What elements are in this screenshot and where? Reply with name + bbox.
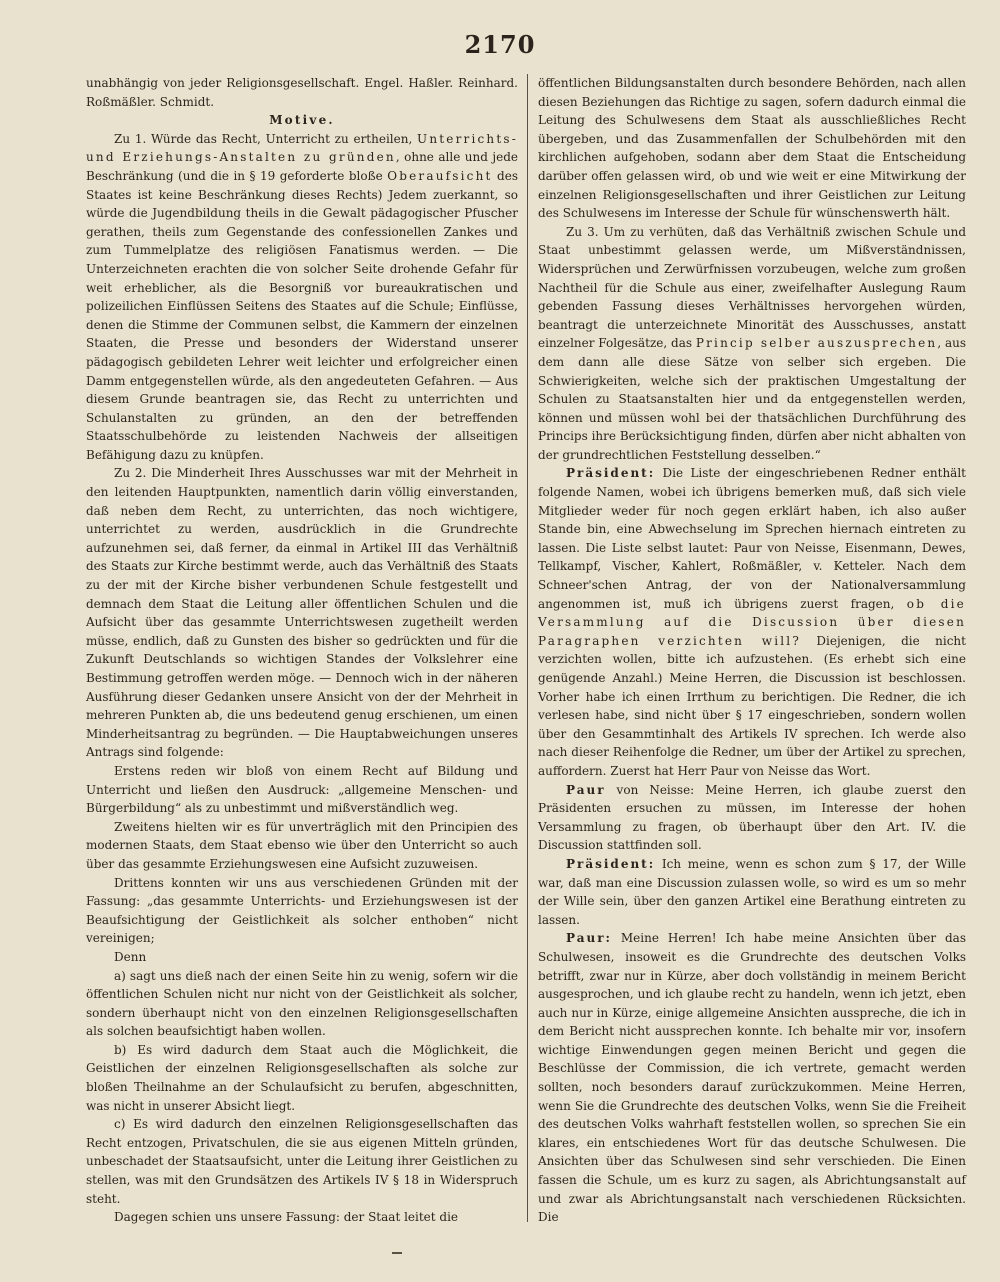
emphasis-text: Unterrichts- und Erziehungs-Anstalten zu gründen xyxy=(86,131,518,165)
text-run: Meine Herren! Ich habe meine Ansichten über das Schulwesen, insoweit es die Grundrechte des deutschen Volks betrifft, zwar nur in Kürze, aber doch vollständig in meinem Bericht ausgesprochen, und ich glaube recht zu handeln, wenn ich jetzt, eben auch nur in Kürze, einige allgemeine Ansichten ausspreche, die ich in dem Bericht nicht aussprechen konnte. Ich behalte mir vor, insofern wichtige Einwendungen gegen meinen Bericht und gegen die Beschlüsse der Commission, die ich vertrete, gemacht werden sollten, noch besonders darauf zurückzukommen. Meine Herren, wenn Sie die Grundrechte des deutschen Volks, wenn Sie die Freiheit des deutschen Volks wahrhaft feststellen wollen, so sprechen Sie ein klares, ein entschiedenes Wort für das deutsche Schulwesen. Die Ansichten über das Schulwesen sind sehr verschieden. Die Einen fassen die Schule, um es kurz zu sagen, als Abrichtungsanstalt auf und zwar als Abrichtungsanstalt nach verschiedenen Rücksichten. Die xyxy=(538,931,966,1225)
right-column xyxy=(538,74,966,1227)
paragraph: a) sagt uns dieß nach der einen Seite hin zu wenig, sofern wir die öffentlichen Schulen nicht nur nicht von der Geistlichkeit als solcher, sondern überhaupt nicht von den einzelnen Religionsgesellschaften als solchen beaufsichtigt haben wollen. xyxy=(86,968,518,1039)
paragraph: c) Es wird dadurch den einzelnen Religionsgesellschaften das Recht entzogen, Privatschulen, die sie aus eigenen Mitteln gründen, unbeschadet der Staatsaufsicht, unter die Leitung ihrer Geistlichen zu stellen, was mit den Grundsätzen des Artikels IV § 18 in Widerspruch steht. xyxy=(86,1117,518,1206)
page-number: 2170 xyxy=(464,30,536,59)
paragraph: Zu 2. Die Minderheit Ihres Ausschusses war mit der Mehrheit in den leitenden Hauptpunkten, namentlich darin völlig einverstanden, daß neben dem Recht, zu unterrichten, das noch wichtigere, unterrichtet zu werden, ausdrücklich in die Grundrechte aufzunehmen sei, daß ferner, da einmal in Artikel III das Verhältniß des Staats zur Kirche bestimmt werde, auch das Verhältniß des Staats zu der mit der Kirche bisher verbundenen Schule festgestellt und demnach dem Staat die Leitung aller öffentlichen Schulen und die Aufsicht über das gesammte Unterrichtswesen zugetheilt werden müsse, endlich, daß zu Gunsten des bisher so gedrückten und für die Zukunft Deutschlands so wichtigen Standes der Volkslehrer eine Bestimmung getroffen werden möge. — Dennoch wich in der näheren Ausführung dieser Gedanken unsere Ansicht von der der Mehrheit in mehreren Punkten ab, die uns bedeutend genug erschienen, um einen Minderheitsantrag zu begründen. — Die Hauptabweichungen unseres Antrags sind folgende: xyxy=(86,466,518,760)
paragraph: Denn xyxy=(114,949,147,964)
speaker-name: Paur: xyxy=(566,931,612,946)
text-run: Diejenigen, die nicht verzichten wollen, bitte ich aufzustehen. (Es erhebt sich eine genügende Anzahl.) Meine Herren, die Discussion ist beschlossen. Vorher habe ich einen Irrthum zu berichtigen. Die Redner, die ich verlesen habe, sind nicht über § 17 eingeschrieben, sondern wollen über den Gesammtinhalt des Artikels IV sprechen. Ich werde also nach dieser Reihenfolge die Redner, um über der Artikel zu sprechen, auffordern. Zuerst hat Herr Paur von Neisse das Wort. xyxy=(538,633,966,778)
section-heading: Motive. xyxy=(269,113,335,128)
emphasis-text: Princip selber auszusprechen xyxy=(695,336,938,351)
speaker-name: Paur xyxy=(566,782,606,797)
paragraph xyxy=(538,781,966,855)
paragraph: Erstens reden wir bloß von einem Recht auf Bildung und Unterricht und ließen den Ausdruck: „allgemeine Menschen- und Bürgerbildung“ als zu unbestimmt und mißverständlich weg. xyxy=(86,763,518,816)
text-run: , aus dem dann alle diese Sätze von selber sich ergeben. Die Schwierigkeiten, welche sich der praktischen Umgestaltung der Schulen zu Staatsanstalten hier und da entgegenstellen werden, können und müssen wohl bei der thatsächlichen Durchführung des Princips ihre Berücksichtigung finden, dürfen aber nicht abhalten von der grundrechtlichen Feststellung desselben.“ xyxy=(538,336,967,462)
paragraph xyxy=(538,223,966,465)
paragraph xyxy=(86,130,518,465)
text-run: Ich meine, wenn es schon zum § 17, der Wille war, daß man eine Discussion zulassen wolle, so wird es um so mehr der Wille sein, über den ganzen Artikel eine Berathung eintreten zu lassen. xyxy=(538,856,966,927)
paragraph xyxy=(538,929,966,1227)
paragraph: b) Es wird dadurch dem Staat auch die Möglichkeit, die Geistlichen der einzelnen Religionsgesellschaften als solche zur bloßen Theilnahme an der Schulaufsicht zu berufen, abgeschnitten, was nicht in unserer Absicht liegt. xyxy=(86,1042,518,1113)
text-run: , ohne alle und jede Beschränkung (und die in § 19 geforderte bloße xyxy=(86,150,518,183)
text-run: Zu 1. Würde das Recht, Unterricht zu ertheilen, xyxy=(114,131,418,146)
page-mark xyxy=(392,1252,402,1254)
paragraph xyxy=(538,855,966,929)
column-divider xyxy=(527,74,528,1222)
text-run: des Staates ist keine Beschränkung dieses Rechts) Jedem zuerkannt, so würde die Jugendbildung theils in die Gewalt pädagogischer Pfuscher gerathen, theils zum Gegenstande des confessionellen Zankes und zum Tummelplatze des religiösen Fanatismus werden. — Die Unterzeichneten erachten die von solcher Seite drohende Gefahr für weit erheblicher, als die Besorgniß vor bureaukratischen und polizeilichen Einflüssen Seitens des Staates auf die Schule; Einflüsse, denen die Stimme der Communen selbst, die Kammern der einzelnen Staaten, die Presse und besonders der Widerstand unserer pädagogisch gebildeten Lehrer weit leichter und erfolgreicher einen Damm entgegenstellen würde, als den angedeuteten Gefahren. — Aus diesem Grunde beantragen sie, das Recht zu unterrichten und Schulanstalten zu gründen, an den der betreffenden Staatsschulbehörde zu leistenden Nachweis der allseitigen Befähigung dazu zu knüpfen. xyxy=(86,168,518,462)
paragraph: Dagegen schien uns unsere Fassung: der Staat leitet die xyxy=(114,1210,459,1225)
text-run: Zu 3. Um zu verhüten, daß das Verhältniß zwischen Schule und Staat unbestimmt gelassen werde, um Mißverständnissen, Widersprüchen und Zerwürfnissen vorzubeugen, welche zum großen Nachtheil für die Schule aus einer, zweifelhafter Auslegung Raum gebenden Fassung dieses Verhältnisses hervorgehen würden, beantragt die unterzeichnete Minorität des Ausschusses, anstatt einzelner Folgesätze, das xyxy=(538,224,966,351)
text-run: von Neisse: Meine Herren, ich glaube zuerst den Präsidenten ersuchen zu müssen, im Interesse der hohen Versammlung zu fragen, ob überhaupt über den Art. IV. die Discussion stattfinden soll. xyxy=(538,782,966,853)
paragraph: unabhängig von jeder Religionsgesellschaft. Engel. Haßler. Reinhard. Roßmäßler. Schmidt. xyxy=(86,76,518,109)
paragraph: Drittens konnten wir uns aus verschiedenen Gründen mit der Fassung: „das gesammte Unterrichts- und Erziehungswesen ist der Beaufsichtigung der Geistlichkeit als solcher enthoben“ nicht vereinigen; xyxy=(86,875,518,946)
paragraph: öffentlichen Bildungsanstalten durch besondere Behörden, nach allen diesen Beziehungen das Richtige zu sagen, sofern dadurch einmal die Leitung des Schulwesens dem Staat als ausschließliches Recht übergeben, und das Zusammenfallen der Schulbehörden mit den kirchlichen aufgehoben, sodann aber dem Staat die Entscheidung darüber offen gelassen wird, ob und wie weit er eine Mitwirkung der einzelnen Religionsgesellschaften und ihrer Geistlichen zur Leitung des Schulwesens im Interesse der Schule für wünschenswerth hält. xyxy=(538,76,966,221)
speaker-name: Präsident: xyxy=(566,466,656,481)
text-run: Die Liste der eingeschriebenen Redner enthält folgende Namen, wobei ich übrigens bemerken muß, daß sich viele Mitglieder weder für noch gegen erklärt haben, ich also außer Stande bin, eine Abwechselung im Sprechen hiernach eintreten zu lassen. Die Liste selbst lautet: Paur von Neisse, Eisenmann, Dewes, Tellkampf, Vischer, Kahlert, Roßmäßler, v. Ketteler. Nach dem Schneer'schen Antrag, der von der Nationalversammlung angenommen ist, muß ich übrigens zuerst fragen, xyxy=(538,466,966,611)
paragraph: Zweitens hielten wir es für unverträglich mit den Principien des modernen Staats, dem Staat ebenso wie über den Unterricht so auch über das gesammte Erziehungswesen eine Aufsicht zuzuweisen. xyxy=(86,819,518,871)
emphasis-text: ob die Versammlung auf die Discussion über diesen Paragraphen verzichten will? xyxy=(538,596,966,648)
speaker-name: Präsident: xyxy=(566,856,656,871)
left-column xyxy=(86,74,518,1227)
paragraph xyxy=(538,464,966,780)
emphasis-text: Oberaufsicht xyxy=(387,168,493,183)
